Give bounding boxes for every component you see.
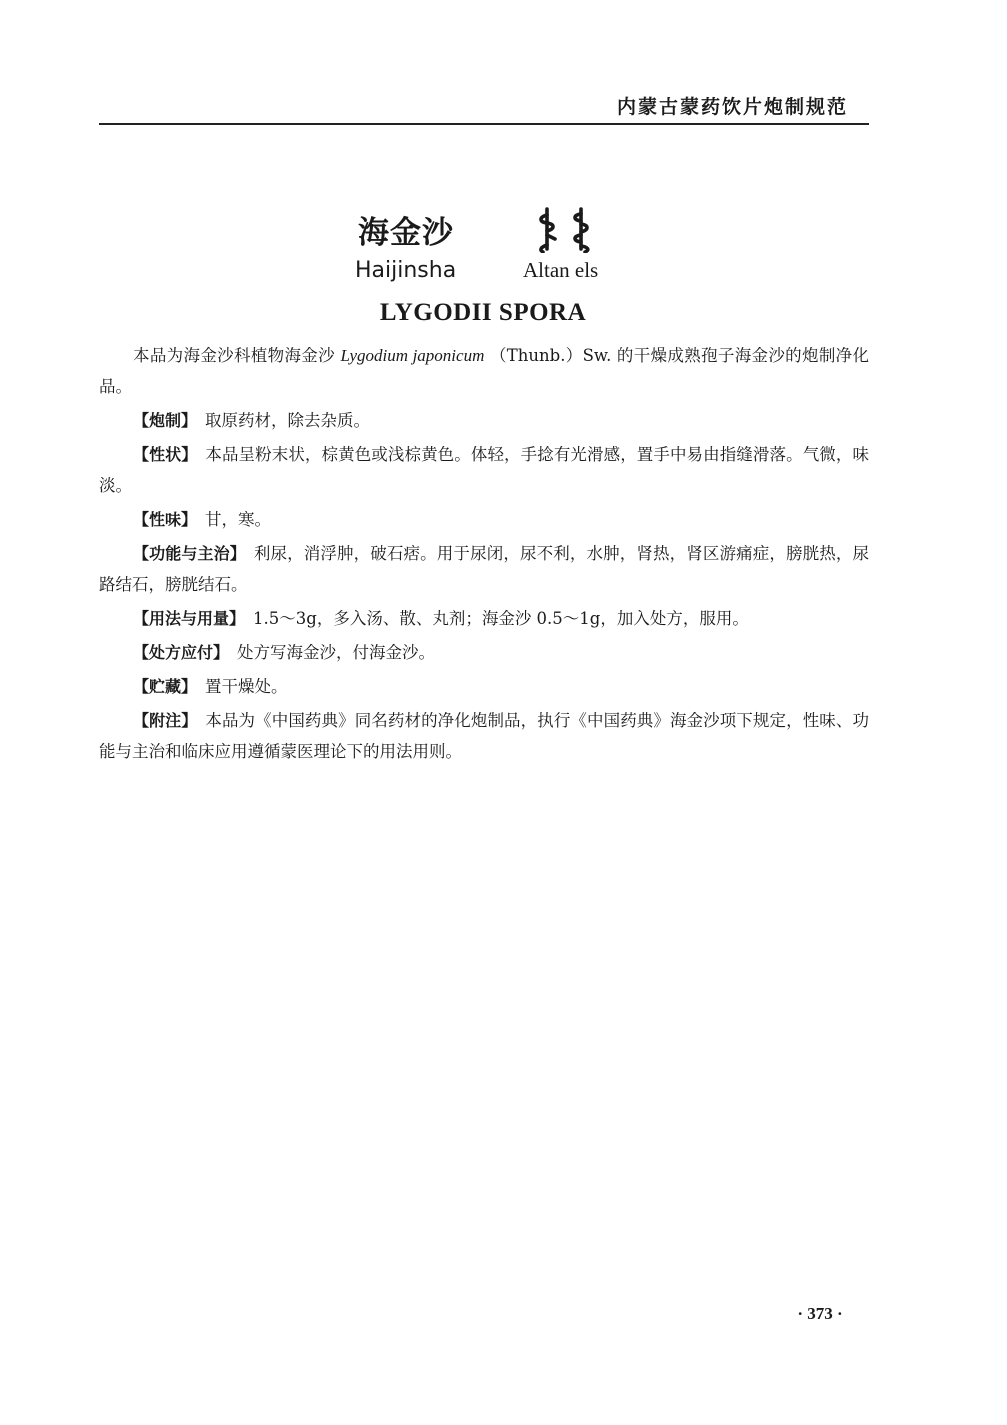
section-label: 【炮制】 (133, 411, 198, 430)
section-usage-dosage (99, 603, 869, 634)
section-text: 甘，寒。 (205, 510, 272, 529)
page-number: · 373 · (797, 1304, 843, 1323)
monograph-body (99, 340, 869, 770)
section-text: 取原药材，除去杂质。 (205, 411, 371, 430)
intro-before: 本品为海金沙科植物海金沙 (133, 346, 335, 365)
header-rule (99, 123, 869, 125)
title-chinese: 海金沙 (358, 215, 454, 251)
romanization-row (0, 258, 1007, 288)
mongolian-latin-name: Altan els (523, 258, 599, 282)
section-storage (99, 671, 869, 702)
species-name: Lygodium japonicum (340, 346, 485, 365)
intro-after: （Thunb.）Sw. 的干燥成熟孢子海金沙的炮制净化品。 (99, 346, 869, 396)
section-processing (99, 405, 869, 436)
section-label: 【性味】 (133, 510, 198, 529)
section-label: 【功能与主治】 (133, 544, 246, 563)
section-label: 【贮藏】 (133, 677, 198, 696)
section-label: 【处方应付】 (133, 643, 230, 662)
section-property-flavor (99, 504, 869, 535)
section-text: 本品为《中国药典》同名药材的净化炮制品，执行《中国药典》海金沙项下规定，性味、功能与主治和临床应用遵循蒙医理论下的用法用则。 (99, 711, 869, 761)
latin-name: LYGODII SPORA (379, 299, 587, 326)
section-label: 【用法与用量】 (133, 609, 246, 628)
section-text: 利尿，消浮肿，破石痞。用于尿闭，尿不利，水肿，肾热，肾区游痛症，膀胱热，尿路结石，膀胱结石。 (99, 544, 869, 594)
section-text: 本品呈粉末状，棕黄色或浅棕黄色。体轻，手捻有光滑感，置手中易由指缝滑落。气微，味淡。 (99, 445, 869, 495)
section-text: 置干燥处。 (205, 677, 288, 696)
section-description (99, 439, 869, 501)
section-text: 1.5～3g，多入汤、散、丸剂；海金沙 0.5～1g，加入处方，服用。 (253, 609, 749, 628)
mongolian-script-title (533, 205, 603, 253)
title-row (0, 205, 1007, 255)
section-label: 【性状】 (133, 445, 198, 464)
intro-paragraph (99, 340, 869, 402)
section-label: 【附注】 (133, 711, 198, 730)
pinyin-name: Haijinsha (355, 258, 457, 283)
section-functions-indications (99, 538, 869, 600)
section-text: 处方写海金沙，付海金沙。 (237, 643, 436, 662)
running-header: 内蒙古蒙药饮片炮制规范 (616, 96, 848, 118)
section-prescription (99, 637, 869, 668)
section-notes (99, 705, 869, 767)
